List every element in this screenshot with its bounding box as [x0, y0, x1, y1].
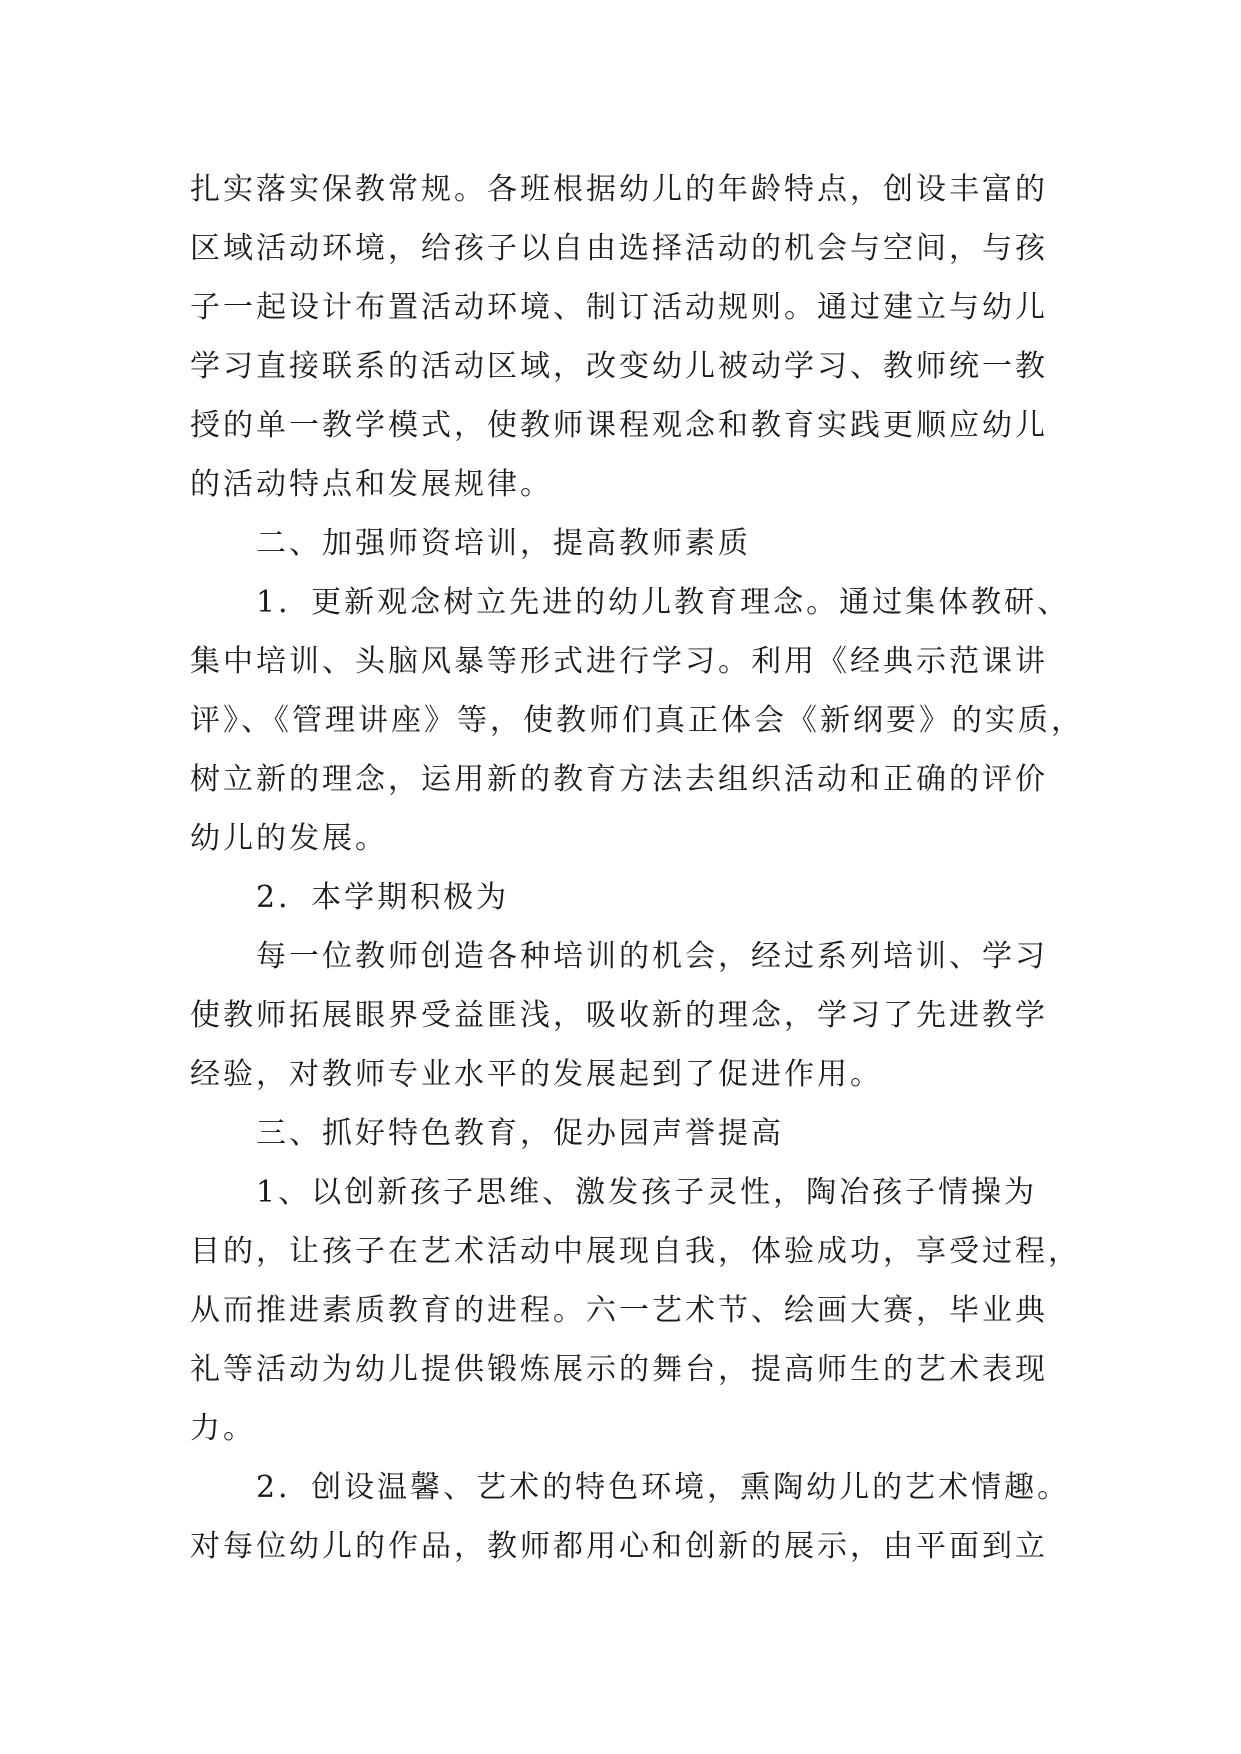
- text-line: 力。: [190, 1411, 256, 1446]
- text-line: 1、以创新孩子思维、激发孩子灵性，陶冶孩子情操为: [256, 1175, 1038, 1210]
- text-line: 使教师拓展眼界受益匪浅，吸收新的理念，学习了先进教学: [190, 998, 1048, 1033]
- text-line: 2．本学期积极为: [256, 880, 510, 915]
- text-line: 子一起设计布置活动环境、制订活动规则。通过建立与幼儿: [190, 290, 1048, 325]
- text-line: 二、加强师资培训，提高教师素质: [256, 526, 751, 561]
- text-line: 评》、《管理讲座》等，使教师们真正体会《新纲要》的实质，: [190, 703, 1084, 738]
- text-line: 树立新的理念，运用新的教育方法去组织活动和正确的评价: [190, 762, 1048, 797]
- text-line: 目的，让孩子在艺术活动中展现自我，体验成功，享受过程，: [190, 1234, 1081, 1269]
- text-line: 授的单一教学模式，使教师课程观念和教育实践更顺应幼儿: [190, 408, 1048, 443]
- text-line: 集中培训、头脑风暴等形式进行学习。利用《经典示范课讲: [190, 644, 1048, 679]
- text-line: 礼等活动为幼儿提供锻炼展示的舞台，提高师生的艺术表现: [190, 1352, 1048, 1387]
- text-line: 三、抓好特色教育，促办园声誉提高: [256, 1116, 784, 1151]
- text-line: 经验，对教师专业水平的发展起到了促进作用。: [190, 1057, 883, 1092]
- text-line: 的活动特点和发展规律。: [190, 467, 553, 502]
- text-line: 1．更新观念树立先进的幼儿教育理念。通过集体教研、: [256, 585, 1071, 620]
- text-line: 对每位幼儿的作品，教师都用心和创新的展示，由平面到立: [190, 1529, 1048, 1564]
- text-line: 从而推进素质教育的进程。六一艺术节、绘画大赛，毕业典: [190, 1293, 1048, 1328]
- body-text: [190, 160, 1084, 1576]
- text-line: 每一位教师创造各种培训的机会，经过系列培训、学习: [256, 939, 1048, 974]
- text-line: 区域活动环境，给孩子以自由选择活动的机会与空间，与孩: [190, 231, 1048, 266]
- text-line: 学习直接联系的活动区域，改变幼儿被动学习、教师统一教: [190, 349, 1048, 384]
- text-line: 幼儿的发展。: [190, 821, 388, 856]
- text-line: 2．创设温馨、艺术的特色环境，熏陶幼儿的艺术情趣。: [256, 1470, 1071, 1505]
- text-line: 扎实落实保教常规。各班根据幼儿的年龄特点，创设丰富的: [190, 172, 1048, 207]
